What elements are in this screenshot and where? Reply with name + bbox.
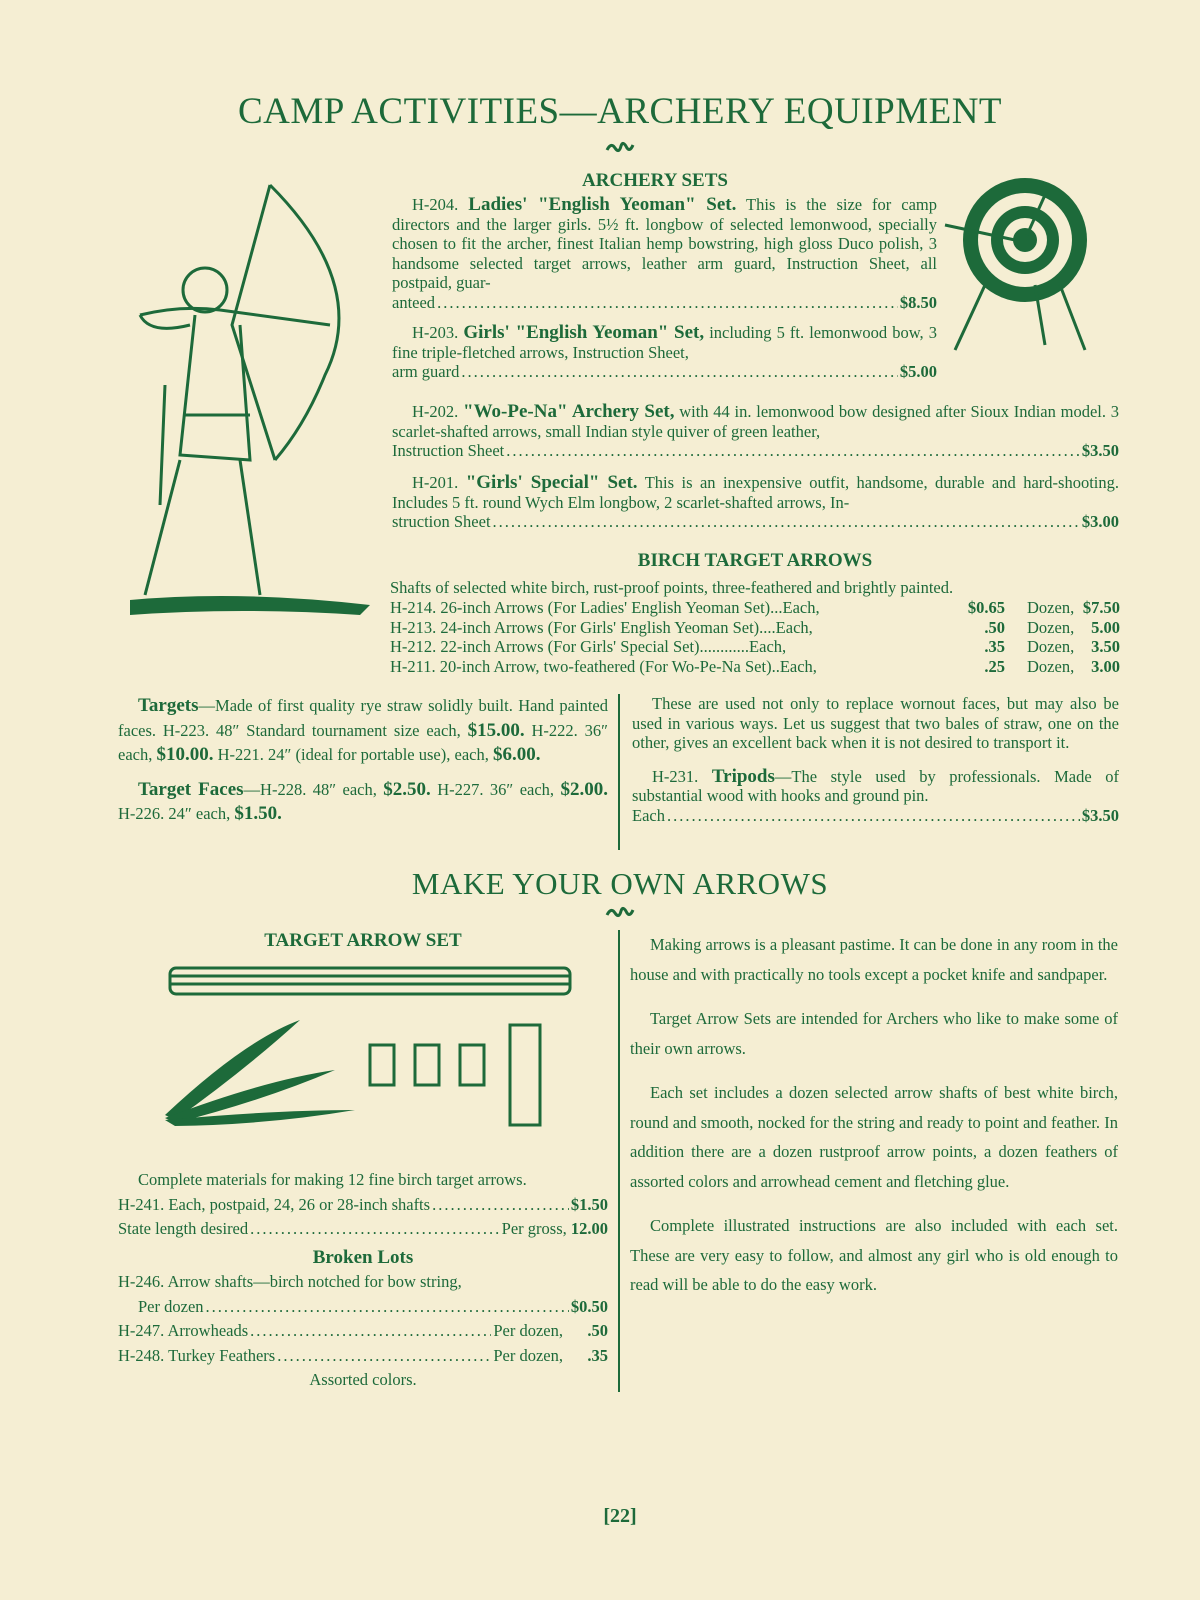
target-faces-uses [632, 694, 1119, 825]
text-segment: H-201. [412, 473, 466, 492]
text-segment: H-231. [652, 766, 712, 786]
paragraph: Making arrows is a pleasant pastime. It can be done in any room in the house and with practically no tools except a pocket knife and sandpaper. [630, 935, 1118, 984]
cell-dozen-label: Dozen, [1027, 617, 1075, 637]
spacer [813, 618, 955, 638]
assorted-colors-note: Assorted colors. [309, 1370, 417, 1389]
target-illustration [935, 175, 1100, 360]
broken-lots-heading: Broken Lots [312, 1246, 414, 1268]
spacer [817, 657, 955, 677]
text-segment: with 44 in. lemonwood bow designed after Sioux Indian model. 3 scarlet-shafted arrows, small Indian style quiver of green leather, [392, 402, 1119, 441]
cell-dozen-label: Dozen, [1027, 637, 1075, 656]
cell-desc: H-214. 26-inch Arrows (For Ladies' English Yeoman Set)...Each, [390, 598, 820, 617]
text-segment: —The style used by professionals. Made of substantial wood with hooks and ground pin. [632, 766, 1119, 805]
spacer [786, 637, 955, 657]
h247-line: H-247. Arrowheads ..... Per dozen, .50 [118, 1319, 608, 1344]
rich-paragraph [392, 323, 937, 362]
item-text: struction Sheet [392, 512, 491, 531]
paragraph: Each set includes a dozen selected arrow shafts of best white birch, round and smooth, nocked for the string and ready to point and feather. In addition there are a dozen rustproof arrow points, a dozen feathers of assorted colors and arrowhead cement and fletching glue. [630, 1083, 1118, 1191]
text-segment: This is an inexpensive outfit, handsome, durable and hard-shooting. Includes 5 ft. round Wych Elm longbow, 2 scarlet-shafted arrows, In- [392, 473, 1119, 512]
bold-text: Target Faces [138, 778, 244, 800]
bold-text: "Wo-Pe-Na" Archery Set, [463, 401, 675, 422]
birch-arrows-heading: BIRCH TARGET ARROWS [637, 550, 873, 571]
h241-line: H-241. Each, postpaid, 24, 26 or 28-inch shafts ..... $1.50 [118, 1193, 608, 1218]
column-divider [618, 694, 620, 850]
bold-text: $10.00. [156, 744, 214, 765]
cell-each: .35 [984, 637, 1005, 656]
item-text: Instruction Sheet [392, 441, 505, 460]
archer-illustration [120, 175, 375, 635]
text-segment: H-222. 36″ each, [118, 720, 608, 764]
rich-paragraph [392, 195, 937, 293]
bold-text: $1.50. [234, 803, 282, 824]
cell-each: $0.65 [967, 598, 1005, 617]
text-segment: including 5 ft. lemonwood bow, 3 fine triple-fletched arrows, Instruction Sheet, [392, 323, 937, 362]
price: $3.50 [1081, 805, 1119, 825]
cell-dozen-label: Dozen, [1027, 598, 1075, 617]
price: $3.00 [1081, 512, 1119, 531]
archery-set-item-h204 [392, 195, 937, 312]
text-segment: H-202. [412, 402, 464, 421]
ornament-icon [0, 140, 1200, 159]
table-row [390, 598, 1120, 618]
price: $5.00 [899, 362, 937, 381]
rich-paragraph [392, 473, 1119, 512]
page-title: CAMP ACTIVITIES—ARCHERY EQUIPMENT [237, 91, 1003, 132]
text-segment: This is the size for camp directors and the larger girls. 5½ ft. longbow of selected lemonwood, specially chosen to fit the archer, finest Italian hemp bowstring, high gloss Duco polish, 3 handsome selected target arrows, leather arm guard, Instruction Sheet, all postpaid, guar- [392, 195, 938, 292]
item-text: Each [632, 805, 665, 825]
bold-text: $15.00. [467, 719, 525, 741]
rich-paragraph [632, 767, 1119, 806]
table-row [390, 618, 1120, 638]
arrow-kit-illustration [155, 960, 575, 1150]
cell-dozen: 3.00 [1091, 656, 1120, 676]
arrow-set-pricing: Complete materials for making 12 fine birch target arrows. H-241. Each, postpaid, 24, 26 or 28-inch shafts ..... $1.50 State length desired ..... Per gross, 12.00 Broken Lots H-246. Arrow shafts—birch notched for bow string, Per dozen ..... $0.50 H-247. Arrowheads ..... Per dozen, .50 H-248. Turkey Feathers ..... Per dozen, .35 Assorted colors. [118, 1168, 608, 1393]
cell-dozen: 5.00 [1091, 617, 1120, 637]
paragraph: Complete illustrated instructions are also included with each set. These are very easy to follow, and almost any girl who is old enough to read will be able to do the easy work. [630, 1216, 1118, 1294]
table-row [390, 657, 1120, 677]
text-segment: H-204. [412, 195, 469, 214]
state-length-line: State length desired ..... Per gross, 12.00 [118, 1217, 608, 1242]
bold-text: $2.00. [560, 778, 608, 800]
column-divider [618, 930, 620, 1392]
archery-set-item-h201 [392, 473, 1119, 532]
cell-desc: H-212. 22-inch Arrows (For Girls' Special Set)............Each, [390, 637, 787, 656]
cell-desc: H-213. 24-inch Arrows (For Girls' English Yeoman Set)....Each, [390, 617, 813, 637]
bold-text: Girls' "English Yeoman" Set, [463, 322, 705, 343]
spacer [820, 598, 955, 618]
bold-text: $2.50. [383, 778, 431, 800]
complete-materials-text: Complete materials for making 12 fine birch target arrows. [138, 1170, 527, 1189]
ornament-icon [0, 905, 1200, 924]
text-segment: H-221. 24″ (ideal for portable use), each, [213, 745, 493, 764]
archery-set-item-h203 [392, 323, 937, 382]
birch-arrows-table [390, 598, 1120, 676]
cell-dozen-label: Dozen, [1027, 656, 1075, 676]
text-segment: —H-228. 48″ each, [243, 779, 384, 799]
target-faces-text: These are used not only to replace wornout faces, but may also be used in various ways. Let us suggest that two bales of straw, one on the other, gives an excellent back when it is not desired to transport it. [632, 694, 1119, 752]
text-segment: H-227. 36″ each, [430, 779, 561, 799]
archery-sets-heading: ARCHERY SETS [582, 170, 728, 191]
bold-text: Tripods [711, 765, 775, 787]
birch-arrows-intro: Shafts of selected white birch, rust-proof points, three-feathered and brightly painted. [390, 578, 954, 597]
rich-paragraph [118, 694, 608, 768]
text-segment: —Made of first quality rye straw solidly built. Hand painted faces. H-223. 48″ Standard tournament size each, [118, 696, 608, 740]
h248-line: H-248. Turkey Feathers ..... Per dozen, .35 [118, 1344, 608, 1369]
cell-each: .50 [984, 617, 1005, 637]
text-segment: H-226. 24″ each, [118, 804, 235, 823]
bold-text: $6.00. [492, 744, 541, 765]
cell-desc: H-211. 20-inch Arrow, two-feathered (For Wo-Pe-Na Set)..Each, [390, 656, 817, 676]
cell-each: .25 [984, 656, 1005, 676]
cell-dozen: $7.50 [1082, 598, 1120, 617]
archery-set-item-h202 [392, 402, 1119, 461]
bold-text: Targets [138, 695, 199, 716]
rich-paragraph [118, 778, 608, 827]
make-arrows-description [630, 930, 1118, 1300]
h246-line: H-246. Arrow shafts—birch notched for bow string, [118, 1272, 462, 1291]
text-segment: H-203. [412, 323, 464, 342]
page-number: [22] [603, 1505, 637, 1527]
item-text: arm guard [392, 362, 460, 381]
table-row [390, 637, 1120, 657]
rich-paragraph [392, 402, 1119, 441]
bold-text: Ladies' "English Yeoman" Set. [468, 194, 737, 215]
bold-text: "Girls' Special" Set. [465, 472, 638, 493]
targets-paragraph [118, 694, 608, 827]
price: $3.50 [1081, 441, 1119, 460]
item-text: anteed [392, 292, 436, 312]
paragraph: Target Arrow Sets are intended for Archers who like to make some of their own arrows. [630, 1009, 1118, 1058]
price: $8.50 [899, 292, 937, 312]
section-title: MAKE YOUR OWN ARROWS [411, 866, 829, 901]
cell-dozen: 3.50 [1091, 637, 1120, 656]
target-arrow-set-heading: TARGET ARROW SET [264, 930, 462, 951]
